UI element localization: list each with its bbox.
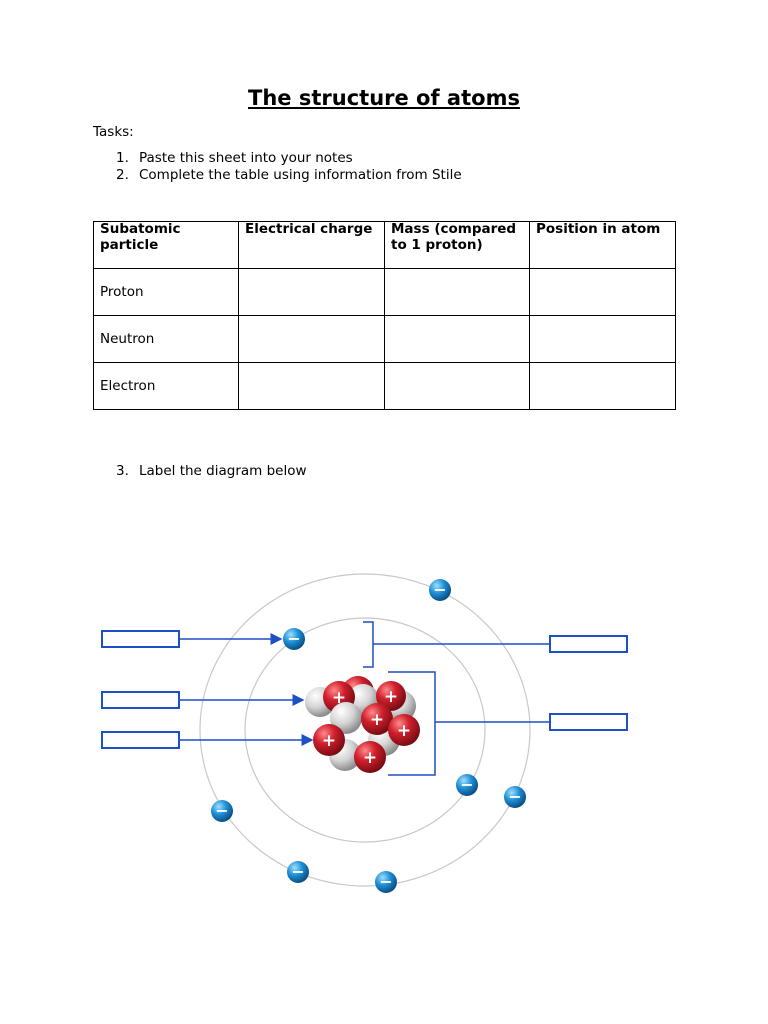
proton-symbol: + — [383, 687, 399, 707]
proton-symbol: + — [321, 731, 337, 751]
task-number: 2. — [116, 167, 129, 183]
header-mass: Mass (compared to 1 proton) — [385, 222, 530, 269]
particle-name-cell: Electron — [94, 363, 239, 410]
particle-name-cell: Neutron — [94, 316, 239, 363]
electron-symbol: − — [460, 775, 474, 794]
electron-symbol: − — [508, 787, 522, 806]
electron-symbol: − — [379, 872, 393, 891]
proton-symbol: + — [396, 721, 412, 741]
position-cell[interactable] — [530, 269, 676, 316]
position-cell[interactable] — [530, 316, 676, 363]
atom-diagram — [0, 560, 768, 900]
electron-symbol: − — [433, 580, 447, 599]
inner-orbit — [245, 618, 485, 842]
task-text: Paste this sheet into your notes — [139, 150, 353, 166]
electron-symbol: − — [291, 862, 305, 881]
charge-cell[interactable] — [239, 316, 385, 363]
electron-symbol: − — [287, 629, 301, 648]
header-position: Position in atom — [530, 222, 676, 269]
table-row — [94, 269, 676, 316]
proton-symbol: + — [362, 748, 378, 768]
label-box-left-1[interactable] — [102, 631, 179, 647]
mass-cell[interactable] — [385, 269, 530, 316]
mass-cell[interactable] — [385, 316, 530, 363]
label-box-right-1[interactable] — [550, 636, 627, 652]
task-number: 3. — [116, 463, 129, 479]
particle-name-cell: Proton — [94, 269, 239, 316]
charge-cell[interactable] — [239, 269, 385, 316]
particle-table — [93, 221, 676, 410]
task-text: Label the diagram below — [139, 463, 307, 479]
task-item — [116, 463, 307, 479]
task-text: Complete the table using information from Stile — [139, 167, 462, 183]
page-title: The structure of atoms — [248, 86, 520, 110]
label-box-left-2[interactable] — [102, 692, 179, 708]
table-row — [94, 316, 676, 363]
label-box-right-2[interactable] — [550, 714, 627, 730]
position-cell[interactable] — [530, 363, 676, 410]
mass-cell[interactable] — [385, 363, 530, 410]
header-electrical-charge: Electrical charge — [239, 222, 385, 269]
table-row — [94, 363, 676, 410]
task-item — [116, 150, 353, 166]
electron-symbol: − — [215, 801, 229, 820]
task-number: 1. — [116, 150, 129, 166]
header-subatomic-particle: Subatomic particle — [94, 222, 239, 269]
proton-symbol: + — [369, 710, 385, 730]
task-item — [116, 167, 462, 183]
label-box-left-3[interactable] — [102, 732, 179, 748]
proton-symbol: + — [331, 688, 347, 708]
electrons — [211, 579, 526, 893]
charge-cell[interactable] — [239, 363, 385, 410]
outer-orbit — [200, 574, 530, 886]
tasks-heading: Tasks: — [93, 124, 134, 140]
bracket-electron-shell — [363, 622, 373, 667]
table-header-row — [94, 222, 676, 269]
